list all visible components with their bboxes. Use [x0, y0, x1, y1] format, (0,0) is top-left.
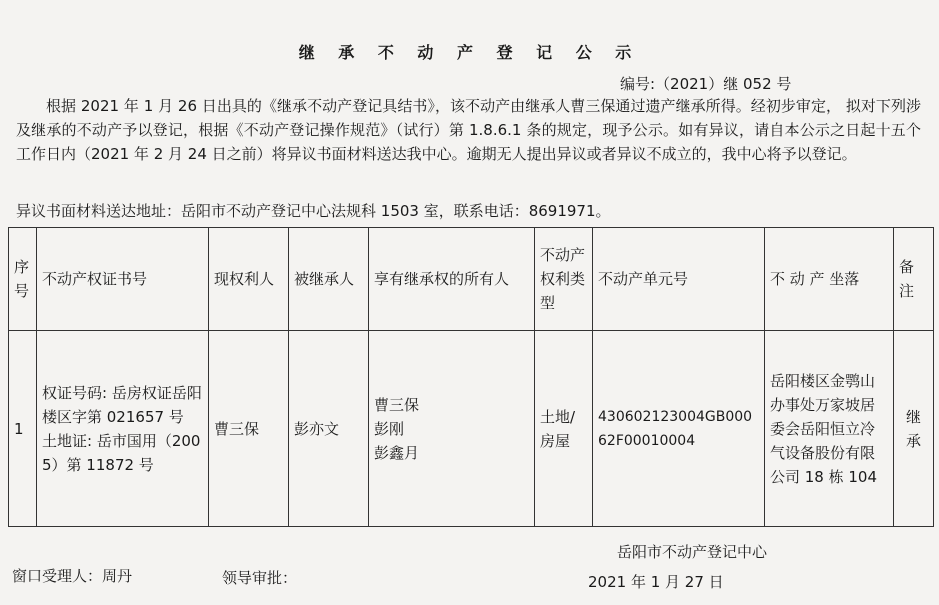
- cell-all-heirs: [369, 331, 535, 527]
- cell-cert-no: [37, 331, 209, 527]
- property-table: [8, 227, 934, 527]
- heir-name: 曹三保: [374, 395, 420, 414]
- cell-seq: 1: [9, 331, 37, 527]
- heir-name: 彭鑫月: [374, 443, 420, 462]
- issue-date: 2021 年 1 月 27 日: [588, 573, 724, 591]
- header-heir: 被继承人: [289, 228, 369, 331]
- header-unit-no: 不动产单元号: [593, 228, 765, 331]
- table-header-row: [9, 228, 934, 331]
- cell-current-owner: 曹三保: [209, 331, 289, 527]
- header-remark: 备注: [894, 228, 934, 331]
- table-row: [9, 331, 934, 527]
- header-seq: 序号: [9, 228, 37, 331]
- cert-line-1: 权证号码: 岳房权证岳阳楼区字第 021657 号: [42, 383, 202, 426]
- cert-line-2: 土地证: 岳市国用（2005）第 11872 号: [42, 431, 201, 474]
- body-paragraph: 根据 2021 年 1 月 26 日出具的《继承不动产登记具结书》，该不动产由继承人曹三保通过遗产继承所得。经初步审定， 拟对下列涉及继承的不动产予以登记，根据《不动产登记操作规范》（试行）第 1.8.6.1 条的规定，现予公示。如有异议，请自本公示之日起十五个工作日内（2021 年 2 月 24 日之前）将异议书面材料送达我中心。逾期无人提出异议或者异议不成立的，我中心将予以登记。: [16, 97, 921, 163]
- header-location: 不 动 产 坐落: [765, 228, 894, 331]
- header-current-owner: 现权利人: [209, 228, 289, 331]
- header-cert-no: 不动产权证书号: [37, 228, 209, 331]
- header-all-heirs: 享有继承权的所有人: [369, 228, 535, 331]
- document-title: 继 承 不 动 产 登 记 公 示: [298, 43, 641, 62]
- window-receiver: 窗口受理人：周丹: [12, 567, 133, 585]
- objection-address: 异议书面材料送达地址：岳阳市不动产登记中心法规科 1503 室，联系电话：8691971。: [16, 202, 611, 220]
- document-number: 编号:（2021）继 052 号: [620, 75, 792, 93]
- cell-heir: 彭亦文: [289, 331, 369, 527]
- issuing-authority: 岳阳市不动产登记中心: [617, 543, 768, 561]
- header-right-type: 不动产权利类型: [535, 228, 593, 331]
- cell-unit-no: 430602123004GB00062F00010004: [593, 331, 765, 527]
- cell-remark: 继承: [894, 331, 934, 527]
- heir-name: 彭刚: [374, 419, 405, 438]
- cell-location: 岳阳楼区金鹗山办事处万家坡居委会岳阳恒立冷气设备股份有限公司 18 栋 104: [765, 331, 894, 527]
- cell-right-type: 土地/房屋: [535, 331, 593, 527]
- leader-approval: 领导审批：: [222, 569, 298, 587]
